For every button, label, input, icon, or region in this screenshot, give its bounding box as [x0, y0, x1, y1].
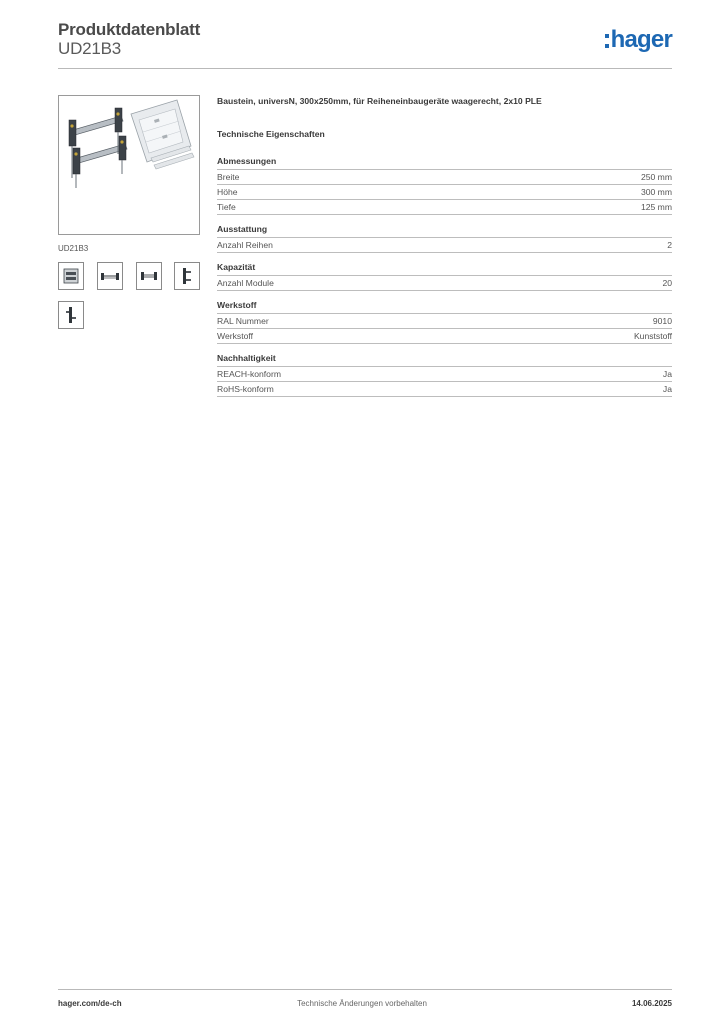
product-description: Baustein, universN, 300x250mm, für Reiheneinbaugeräte waagerecht, 2x10 PLE [217, 96, 542, 106]
row-value: Ja [662, 369, 672, 379]
bracket-side-icon [64, 305, 78, 325]
row-label: Werkstoff [217, 331, 253, 341]
row-label: Breite [217, 172, 240, 182]
rail-assembly-icon [100, 269, 120, 283]
thumbnail-1[interactable] [58, 262, 84, 290]
row-value: 9010 [652, 316, 672, 326]
row-label: Tiefe [217, 202, 236, 212]
row-label: RoHS-konform [217, 384, 274, 394]
product-code: UD21B3 [58, 39, 122, 58]
product-details [217, 96, 672, 406]
row-value: 20 [662, 278, 672, 288]
thumbnail-3[interactable] [136, 262, 162, 290]
product-illustration-icon [59, 96, 199, 234]
footer-website-link[interactable]: hager.com/de-ch [58, 999, 122, 1008]
row-label: Anzahl Reihen [217, 240, 273, 250]
logo-dots-icon [605, 34, 609, 48]
table-row [217, 238, 672, 253]
table-row [217, 185, 672, 200]
product-thumbnail-icon [62, 267, 80, 285]
row-value: Ja [662, 384, 672, 394]
bracket-icon [180, 266, 194, 286]
table-row [217, 314, 672, 329]
table-row [217, 200, 672, 215]
row-value: 300 mm [640, 187, 672, 197]
thumbnail-5[interactable] [58, 301, 84, 329]
row-value: Kunststoff [633, 331, 672, 341]
rail-assembly-side-icon [139, 269, 159, 283]
section-title: Kapazität [217, 262, 672, 276]
footer-divider [58, 989, 672, 990]
logo-text: hager [610, 26, 672, 53]
section-ausstattung [217, 224, 672, 253]
table-row [217, 382, 672, 397]
page-header [58, 20, 672, 70]
hager-logo [605, 26, 672, 54]
header-divider [58, 68, 672, 69]
table-row [217, 367, 672, 382]
row-label: Anzahl Module [217, 278, 274, 288]
section-title: Werkstoff [217, 300, 672, 314]
row-value: 250 mm [640, 172, 672, 182]
table-row [217, 276, 672, 291]
section-werkstoff [217, 300, 672, 344]
section-nachhaltigkeit [217, 353, 672, 397]
section-kapazitaet [217, 262, 672, 291]
section-title: Abmessungen [217, 156, 672, 170]
row-value: 125 mm [640, 202, 672, 212]
thumbnail-2[interactable] [97, 262, 123, 290]
row-label: Höhe [217, 187, 238, 197]
row-label: RAL Nummer [217, 316, 269, 326]
image-caption: UD21B3 [58, 244, 89, 253]
section-title: Ausstattung [217, 224, 672, 238]
table-row [217, 329, 672, 344]
row-value: 2 [667, 240, 672, 250]
product-image[interactable] [58, 95, 200, 235]
document-title: Produktdatenblatt [58, 20, 201, 39]
section-title: Nachhaltigkeit [217, 353, 672, 367]
technical-properties-heading: Technische Eigenschaften [217, 129, 325, 139]
section-abmessungen [217, 156, 672, 215]
footer-notice: Technische Änderungen vorbehalten [297, 999, 427, 1008]
row-label: REACH-konform [217, 369, 281, 379]
footer-date: 14.06.2025 [631, 999, 672, 1008]
table-row [217, 170, 672, 185]
thumbnail-4[interactable] [174, 262, 200, 290]
